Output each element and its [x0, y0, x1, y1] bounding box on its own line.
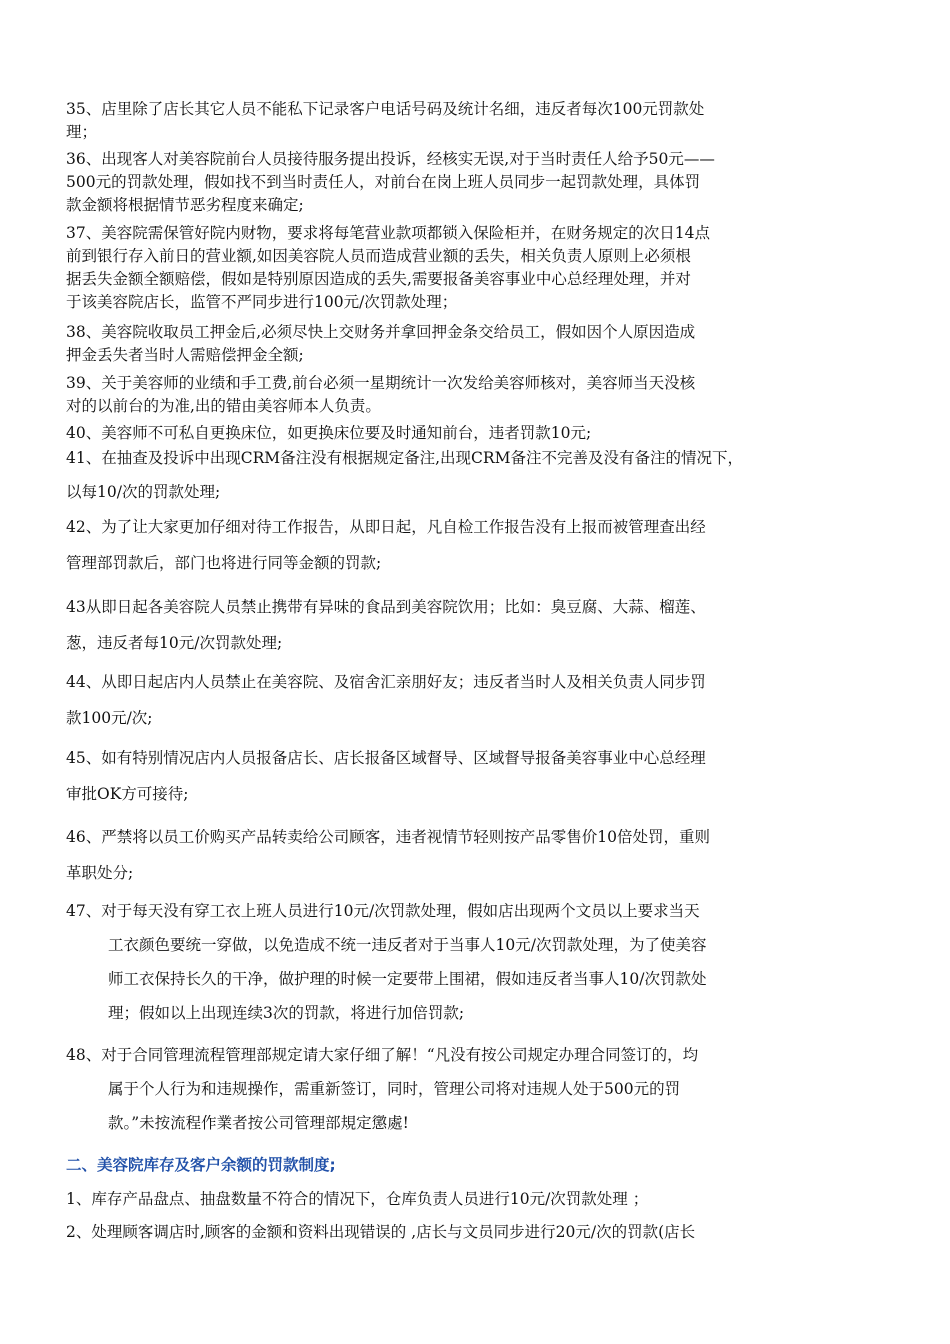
rule-45 — [66, 747, 866, 806]
text-line: 师工衣保持长久的干净，做护理的时候一定要带上围裙，假如违反者当事人10/次罚款处 — [108, 970, 707, 988]
rule-38 — [66, 321, 866, 367]
rule-39 — [66, 372, 866, 418]
text-line: 工衣颜色要统一穿做，以免造成不统一违反者对于当事人10元/次罚款处理，为了使美容 — [108, 936, 707, 954]
text-line: 葱，违反者每10元/次罚款处理; — [66, 634, 283, 652]
text-line: 40、美容师不可私自更换床位，如更换床位要及时通知前台，违者罚款10元; — [66, 424, 592, 442]
text-line: 38、美容院收取员工押金后,必须尽快上交财务并拿回押金条交给员工，假如因个人原因造成 — [66, 323, 696, 341]
rule-44 — [66, 671, 866, 730]
text-line: 2、处理顾客调店时,顾客的金额和资料出现错误的 ,店长与文员同步进行20元/次的罚款(店长 — [66, 1223, 696, 1241]
text-line: 于该美容院店长，监管不严同步进行100元/次罚款处理； — [66, 293, 458, 311]
heading-text: 二、美容院库存及客户余额的罚款制度; — [66, 1156, 336, 1174]
text-line: 对的以前台的为准,出的错由美容师本人负责。 — [66, 397, 381, 415]
text-line: 审批OK方可接待; — [66, 785, 189, 803]
rule-42 — [66, 516, 866, 575]
text-line: 47、对于每天没有穿工衣上班人员进行10元/次罚款处理，假如店出现两个文员以上要求当天 — [66, 902, 700, 920]
text-line: 1、库存产品盘点、抽盘数量不符合的情况下，仓库负责人员进行10元/次罚款处理 ； — [66, 1190, 649, 1208]
text-line: 44、从即日起店内人员禁止在美容院、及宿舍汇亲朋好友；违反者当时人及相关负责人同步罚 — [66, 673, 706, 691]
text-line: 39、关于美容师的业绩和手工费,前台必须一星期统计一次发给美容师核对，美容师当天没核 — [66, 374, 696, 392]
rule-47 — [66, 900, 866, 1025]
text-line: 据丢失金额全额赔偿，假如是特别原因造成的丢失,需要报备美容事业中心总经理处理，并对 — [66, 270, 691, 288]
text-line: 37、美容院需保管好院内财物，要求将每笔营业款项都锁入保险柜并，在财务规定的次日14点 — [66, 224, 710, 242]
text-line: 款100元/次; — [66, 709, 153, 727]
section-heading — [66, 1154, 866, 1177]
text-line: 46、严禁将以员工价购买产品转卖给公司顾客，违者视情节轻则按产品零售价10倍处罚，重则 — [66, 828, 710, 846]
rule-48 — [66, 1044, 866, 1135]
rule-35 — [66, 98, 866, 144]
text-line: 35、店里除了店长其它人员不能私下记录客户电话号码及统计名细，违反者每次100元罚款处 — [66, 100, 705, 118]
text-line: 理； — [66, 123, 98, 141]
inventory-rule-2 — [66, 1221, 866, 1244]
text-line: 41、在抽查及投诉中出现CRM备注没有根据规定备注,出现CRM备注不完善及没有备注的情况下， — [66, 449, 743, 467]
rule-41 — [66, 447, 866, 504]
rule-43 — [66, 596, 866, 655]
text-line: 500元的罚款处理，假如找不到当时责任人，对前台在岗上班人员同步一起罚款处理，具体罚 — [66, 173, 701, 191]
text-line: 理；假如以上出现连续3次的罚款，将进行加倍罚款; — [108, 1004, 465, 1022]
text-line: 48、对于合同管理流程管理部规定请大家仔细了解！“凡没有按公司规定办理合同签订的，均 — [66, 1046, 699, 1064]
text-line: 36、出现客人对美容院前台人员接待服务提出投诉，经核实无误,对于当时责任人给予50元—— — [66, 150, 715, 168]
text-line: 属于个人行为和违规操作，需重新签订，同时，管理公司将对违规人处于500元的罚 — [108, 1080, 681, 1098]
text-line: 43从即日起各美容院人员禁止携带有异味的食品到美容院饮用；比如：臭豆腐、大蒜、榴莲、 — [66, 598, 706, 616]
inventory-rule-1 — [66, 1188, 866, 1211]
text-line: 革职处分; — [66, 864, 134, 882]
rule-46 — [66, 826, 866, 885]
rule-36 — [66, 148, 866, 217]
text-line: 款金额将根据情节恶劣程度来确定; — [66, 196, 304, 214]
text-line: 款。”未按流程作業者按公司管理部規定懲處! — [108, 1114, 409, 1132]
text-line: 42、为了让大家更加仔细对待工作报告，从即日起，凡自检工作报告没有上报而被管理查出经 — [66, 518, 706, 536]
text-line: 管理部罚款后，部门也将进行同等金额的罚款; — [66, 554, 382, 572]
text-line: 以每10/次的罚款处理; — [66, 483, 221, 501]
text-line: 前到银行存入前日的营业额,如因美容院人员而造成营业额的丢失，相关负责人原则上必须根 — [66, 247, 691, 265]
text-line: 押金丢失者当时人需赔偿押金全额; — [66, 346, 304, 364]
rule-40 — [66, 422, 866, 445]
text-line: 45、如有特别情况店内人员报备店长、店长报备区域督导、区域督导报备美容事业中心总经理 — [66, 749, 706, 767]
rule-37 — [66, 222, 866, 314]
